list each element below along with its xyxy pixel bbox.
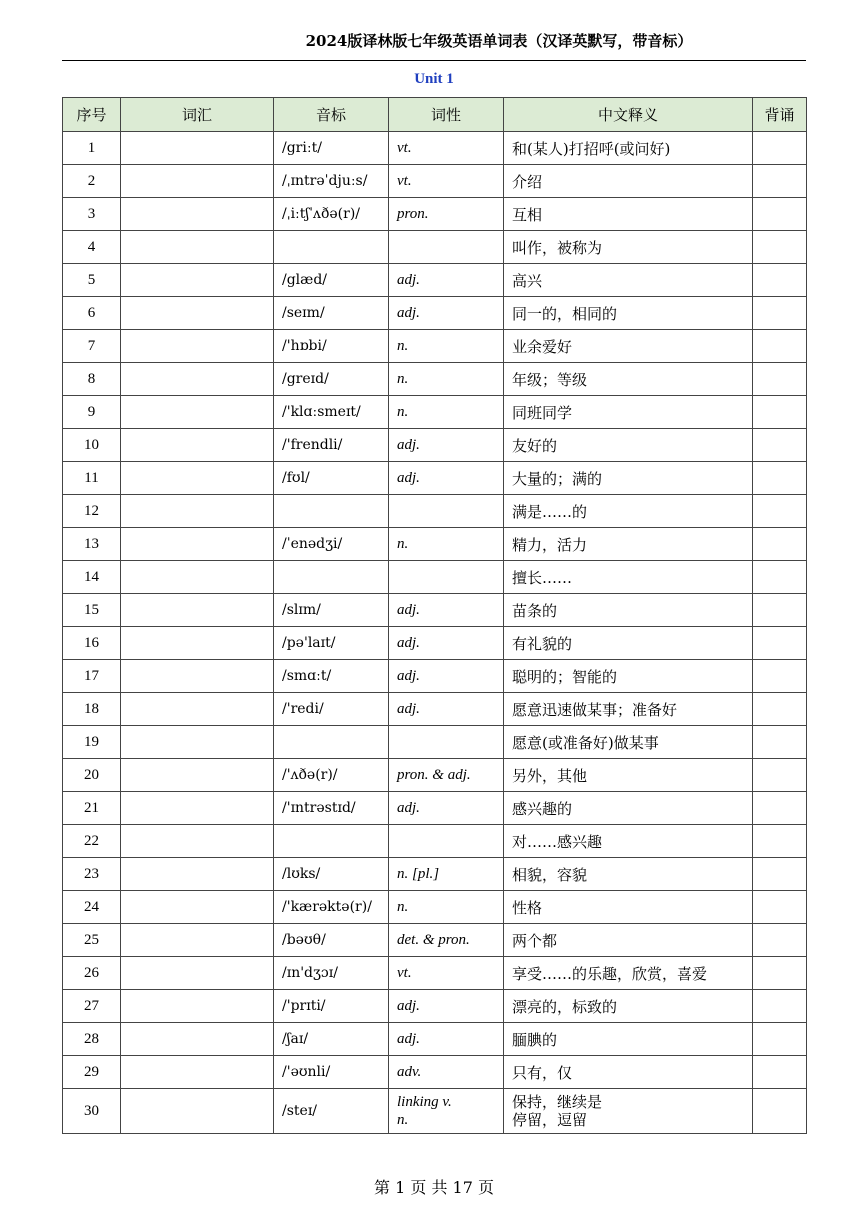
cell-recite-check[interactable] xyxy=(753,660,807,693)
meaning-text: 苗条的 xyxy=(512,601,558,620)
cell-phonetic: /ˌɪntrəˈdjuːs/ xyxy=(274,165,389,198)
cell-recite-check[interactable] xyxy=(753,858,807,891)
cell-meaning xyxy=(504,1089,753,1134)
cell-meaning xyxy=(504,231,753,264)
cell-recite-check[interactable] xyxy=(753,1023,807,1056)
cell-word-blank[interactable] xyxy=(121,627,274,660)
cell-number: 27 xyxy=(63,990,121,1023)
cell-meaning xyxy=(504,825,753,858)
vocabulary-table xyxy=(62,97,807,1134)
cell-recite-check[interactable] xyxy=(753,561,807,594)
part-of-speech-text: adj. xyxy=(397,700,420,717)
cell-number: 24 xyxy=(63,891,121,924)
cell-phonetic xyxy=(274,726,389,759)
cell-phonetic: /steɪ/ xyxy=(274,1089,389,1134)
cell-meaning xyxy=(504,462,753,495)
table-row xyxy=(63,429,807,462)
cell-meaning xyxy=(504,726,753,759)
part-of-speech-text: n. xyxy=(397,370,409,387)
cell-recite-check[interactable] xyxy=(753,396,807,429)
cell-word-blank[interactable] xyxy=(121,1089,274,1134)
table-row xyxy=(63,594,807,627)
cell-word-blank[interactable] xyxy=(121,759,274,792)
meaning-text: 聪明的；智能的 xyxy=(512,667,618,686)
cell-phonetic: /ʃaɪ/ xyxy=(274,1023,389,1056)
part-of-speech-text: adv. xyxy=(397,1063,422,1080)
table-row xyxy=(63,858,807,891)
table-row xyxy=(63,198,807,231)
cell-phonetic: /seɪm/ xyxy=(274,297,389,330)
cell-word-blank[interactable] xyxy=(121,264,274,297)
cell-number: 6 xyxy=(63,297,121,330)
meaning-text: 同班同学 xyxy=(512,403,573,422)
cell-number: 28 xyxy=(63,1023,121,1056)
cell-recite-check[interactable] xyxy=(753,363,807,396)
part-of-speech-text: n. xyxy=(397,337,409,354)
cell-recite-check[interactable] xyxy=(753,462,807,495)
cell-number: 10 xyxy=(63,429,121,462)
header-divider xyxy=(62,60,806,61)
cell-meaning xyxy=(504,924,753,957)
cell-word-blank[interactable] xyxy=(121,396,274,429)
cell-word-blank[interactable] xyxy=(121,528,274,561)
part-of-speech-text: vt. xyxy=(397,139,412,156)
cell-number: 2 xyxy=(63,165,121,198)
cell-word-blank[interactable] xyxy=(121,792,274,825)
part-of-speech-text: pron. & adj. xyxy=(397,766,471,783)
meaning-text: 停留，逗留 xyxy=(512,1111,588,1129)
part-of-speech-text: vt. xyxy=(397,172,412,189)
cell-meaning xyxy=(504,330,753,363)
part-of-speech-text: det. & pron. xyxy=(397,931,470,948)
cell-word-blank[interactable] xyxy=(121,330,274,363)
cell-part-of-speech xyxy=(389,528,504,561)
cell-number: 5 xyxy=(63,264,121,297)
part-of-speech-text: adj. xyxy=(397,436,420,453)
cell-phonetic: /'əʊnli/ xyxy=(274,1056,389,1089)
table-row xyxy=(63,462,807,495)
part-of-speech-text: adj. xyxy=(397,997,420,1014)
cell-recite-check[interactable] xyxy=(753,1089,807,1134)
meaning-text: 只有，仅 xyxy=(512,1063,573,1082)
cell-word-blank[interactable] xyxy=(121,957,274,990)
cell-meaning xyxy=(504,528,753,561)
cell-number: 21 xyxy=(63,792,121,825)
cell-meaning xyxy=(504,429,753,462)
meaning-text: 精力，活力 xyxy=(512,535,588,554)
cell-number: 13 xyxy=(63,528,121,561)
cell-part-of-speech xyxy=(389,594,504,627)
cell-part-of-speech xyxy=(389,660,504,693)
cell-part-of-speech xyxy=(389,561,504,594)
cell-part-of-speech xyxy=(389,231,504,264)
cell-recite-check[interactable] xyxy=(753,627,807,660)
cell-part-of-speech xyxy=(389,825,504,858)
part-of-speech-text: n. xyxy=(397,1112,409,1128)
cell-number: 14 xyxy=(63,561,121,594)
cell-part-of-speech xyxy=(389,462,504,495)
cell-part-of-speech xyxy=(389,1023,504,1056)
table-row xyxy=(63,891,807,924)
column-header-number: 序号 xyxy=(63,98,121,132)
cell-number: 22 xyxy=(63,825,121,858)
cell-phonetic: /ˌiːtʃˈʌðə(r)/ xyxy=(274,198,389,231)
column-header-meaning: 中文释义 xyxy=(504,98,753,132)
cell-phonetic: /'prɪti/ xyxy=(274,990,389,1023)
cell-word-blank[interactable] xyxy=(121,858,274,891)
table-row xyxy=(63,825,807,858)
table-row xyxy=(63,330,807,363)
cell-phonetic: /glæd/ xyxy=(274,264,389,297)
part-of-speech-text: pron. xyxy=(397,205,429,222)
part-of-speech-text: adj. xyxy=(397,634,420,651)
meaning-text: 擅长…… xyxy=(512,568,573,587)
meaning-text: 享受……的乐趣，欣赏，喜爱 xyxy=(512,964,708,983)
meaning-text: 性格 xyxy=(512,898,543,917)
part-of-speech-text: adj. xyxy=(397,1030,420,1047)
cell-meaning xyxy=(504,396,753,429)
cell-number: 16 xyxy=(63,627,121,660)
cell-recite-check[interactable] xyxy=(753,297,807,330)
cell-phonetic: /bəʊθ/ xyxy=(274,924,389,957)
page-footer: 第 1 页 共 17 页 xyxy=(374,1178,494,1197)
cell-meaning xyxy=(504,1056,753,1089)
cell-part-of-speech xyxy=(389,297,504,330)
part-of-speech-text: n. xyxy=(397,535,409,552)
cell-phonetic: /'frendli/ xyxy=(274,429,389,462)
meaning-text: 和(某人)打招呼(或问好) xyxy=(512,139,671,158)
cell-part-of-speech xyxy=(389,165,504,198)
cell-number: 9 xyxy=(63,396,121,429)
part-of-speech-text: adj. xyxy=(397,601,420,618)
meaning-text: 感兴趣的 xyxy=(512,799,573,818)
table-row xyxy=(63,528,807,561)
part-of-speech-text: adj. xyxy=(397,469,420,486)
cell-meaning xyxy=(504,561,753,594)
cell-phonetic: /ɪn'dʒɔɪ/ xyxy=(274,957,389,990)
cell-recite-check[interactable] xyxy=(753,957,807,990)
table-row xyxy=(63,264,807,297)
cell-phonetic: /'hɒbi/ xyxy=(274,330,389,363)
cell-recite-check[interactable] xyxy=(753,759,807,792)
cell-part-of-speech xyxy=(389,1089,504,1134)
cell-word-blank[interactable] xyxy=(121,924,274,957)
column-header-word: 词汇 xyxy=(121,98,274,132)
unit-title: Unit 1 xyxy=(414,71,454,87)
part-of-speech-text: adj. xyxy=(397,271,420,288)
cell-number: 1 xyxy=(63,132,121,165)
table-row xyxy=(63,759,807,792)
table-row xyxy=(63,231,807,264)
table-row xyxy=(63,726,807,759)
meaning-text: 腼腆的 xyxy=(512,1030,558,1049)
cell-word-blank[interactable] xyxy=(121,297,274,330)
cell-number: 12 xyxy=(63,495,121,528)
cell-number: 17 xyxy=(63,660,121,693)
cell-recite-check[interactable] xyxy=(753,1056,807,1089)
cell-recite-check[interactable] xyxy=(753,330,807,363)
cell-number: 8 xyxy=(63,363,121,396)
meaning-text: 互相 xyxy=(512,205,543,224)
cell-word-blank[interactable] xyxy=(121,1023,274,1056)
cell-meaning xyxy=(504,693,753,726)
cell-word-blank[interactable] xyxy=(121,660,274,693)
cell-number: 23 xyxy=(63,858,121,891)
part-of-speech-text: adj. xyxy=(397,304,420,321)
table-row xyxy=(63,396,807,429)
cell-recite-check[interactable] xyxy=(753,165,807,198)
cell-recite-check[interactable] xyxy=(753,528,807,561)
cell-meaning xyxy=(504,198,753,231)
cell-meaning xyxy=(504,1023,753,1056)
cell-part-of-speech xyxy=(389,132,504,165)
meaning-text: 漂亮的，标致的 xyxy=(512,997,618,1016)
cell-number: 26 xyxy=(63,957,121,990)
document-title: 2024版译林版七年级英语单词表（汉译英默写，带音标） xyxy=(305,32,693,50)
table-row xyxy=(63,561,807,594)
meaning-text: 叫作，被称为 xyxy=(512,238,603,257)
part-of-speech-text: adj. xyxy=(397,667,420,684)
table-row xyxy=(63,924,807,957)
cell-phonetic: /lʊks/ xyxy=(274,858,389,891)
cell-word-blank[interactable] xyxy=(121,363,274,396)
cell-word-blank[interactable] xyxy=(121,561,274,594)
meaning-text: 愿意迅速做某事；准备好 xyxy=(512,700,678,719)
meaning-text: 大量的；满的 xyxy=(512,469,603,488)
cell-meaning xyxy=(504,264,753,297)
cell-word-blank[interactable] xyxy=(121,693,274,726)
cell-meaning xyxy=(504,495,753,528)
cell-phonetic xyxy=(274,561,389,594)
table-row xyxy=(63,990,807,1023)
cell-phonetic: /ˈenədʒi/ xyxy=(274,528,389,561)
cell-part-of-speech xyxy=(389,198,504,231)
meaning-text: 高兴 xyxy=(512,271,543,290)
cell-word-blank[interactable] xyxy=(121,495,274,528)
cell-word-blank[interactable] xyxy=(121,594,274,627)
meaning-text: 年级；等级 xyxy=(512,370,588,389)
cell-word-blank[interactable] xyxy=(121,429,274,462)
cell-recite-check[interactable] xyxy=(753,132,807,165)
cell-word-blank[interactable] xyxy=(121,990,274,1023)
table-header-row xyxy=(63,98,807,132)
cell-meaning xyxy=(504,891,753,924)
column-header-recite: 背诵 xyxy=(753,98,807,132)
meaning-text: 同一的，相同的 xyxy=(512,304,618,323)
cell-phonetic: /'ɪntrəstɪd/ xyxy=(274,792,389,825)
cell-phonetic: /'klɑːsmeɪt/ xyxy=(274,396,389,429)
cell-meaning xyxy=(504,858,753,891)
column-header-part-of-speech: 词性 xyxy=(389,98,504,132)
cell-recite-check[interactable] xyxy=(753,693,807,726)
cell-recite-check[interactable] xyxy=(753,231,807,264)
meaning-text: 对……感兴趣 xyxy=(512,832,603,851)
cell-recite-check[interactable] xyxy=(753,495,807,528)
cell-word-blank[interactable] xyxy=(121,165,274,198)
cell-meaning xyxy=(504,297,753,330)
cell-recite-check[interactable] xyxy=(753,726,807,759)
cell-recite-check[interactable] xyxy=(753,264,807,297)
cell-number: 15 xyxy=(63,594,121,627)
cell-phonetic: /slɪm/ xyxy=(274,594,389,627)
meaning-text: 介绍 xyxy=(512,172,543,191)
cell-number: 25 xyxy=(63,924,121,957)
cell-phonetic xyxy=(274,825,389,858)
cell-meaning xyxy=(504,363,753,396)
cell-recite-check[interactable] xyxy=(753,891,807,924)
cell-part-of-speech xyxy=(389,759,504,792)
table-row xyxy=(63,1089,807,1134)
cell-meaning xyxy=(504,792,753,825)
table-row xyxy=(63,1056,807,1089)
part-of-speech-text: vt. xyxy=(397,964,412,981)
cell-part-of-speech xyxy=(389,264,504,297)
cell-meaning xyxy=(504,594,753,627)
cell-meaning xyxy=(504,957,753,990)
cell-meaning xyxy=(504,660,753,693)
cell-part-of-speech xyxy=(389,693,504,726)
cell-part-of-speech xyxy=(389,924,504,957)
cell-phonetic: /greɪd/ xyxy=(274,363,389,396)
cell-phonetic xyxy=(274,231,389,264)
cell-word-blank[interactable] xyxy=(121,825,274,858)
cell-phonetic: /griːt/ xyxy=(274,132,389,165)
cell-number: 19 xyxy=(63,726,121,759)
cell-part-of-speech xyxy=(389,495,504,528)
cell-word-blank[interactable] xyxy=(121,726,274,759)
part-of-speech-text: n. [pl.] xyxy=(397,865,440,882)
cell-part-of-speech xyxy=(389,330,504,363)
cell-phonetic: /pə'laɪt/ xyxy=(274,627,389,660)
cell-meaning xyxy=(504,759,753,792)
table-row xyxy=(63,495,807,528)
table-row xyxy=(63,132,807,165)
cell-part-of-speech xyxy=(389,363,504,396)
table-row xyxy=(63,957,807,990)
cell-recite-check[interactable] xyxy=(753,198,807,231)
vocabulary-table-body xyxy=(63,132,807,1134)
cell-meaning xyxy=(504,165,753,198)
cell-part-of-speech xyxy=(389,957,504,990)
cell-number: 30 xyxy=(63,1089,121,1134)
table-row xyxy=(63,165,807,198)
part-of-speech-text: adj. xyxy=(397,799,420,816)
cell-number: 3 xyxy=(63,198,121,231)
cell-recite-check[interactable] xyxy=(753,825,807,858)
cell-meaning xyxy=(504,132,753,165)
table-row xyxy=(63,660,807,693)
cell-phonetic: /smɑːt/ xyxy=(274,660,389,693)
cell-part-of-speech xyxy=(389,1056,504,1089)
meaning-text: 满是……的 xyxy=(512,502,588,521)
cell-part-of-speech xyxy=(389,627,504,660)
cell-part-of-speech xyxy=(389,858,504,891)
cell-number: 7 xyxy=(63,330,121,363)
cell-word-blank[interactable] xyxy=(121,462,274,495)
cell-meaning xyxy=(504,990,753,1023)
part-of-speech-text: n. xyxy=(397,403,409,420)
cell-part-of-speech xyxy=(389,396,504,429)
part-of-speech-text: n. xyxy=(397,898,409,915)
cell-number: 4 xyxy=(63,231,121,264)
cell-number: 18 xyxy=(63,693,121,726)
cell-recite-check[interactable] xyxy=(753,792,807,825)
cell-phonetic: /'ʌðə(r)/ xyxy=(274,759,389,792)
meaning-text: 有礼貌的 xyxy=(512,634,573,653)
table-row xyxy=(63,363,807,396)
cell-word-blank[interactable] xyxy=(121,231,274,264)
meaning-text: 两个都 xyxy=(512,931,558,950)
cell-recite-check[interactable] xyxy=(753,990,807,1023)
cell-word-blank[interactable] xyxy=(121,132,274,165)
cell-recite-check[interactable] xyxy=(753,594,807,627)
table-row xyxy=(63,792,807,825)
cell-part-of-speech xyxy=(389,726,504,759)
meaning-text: 业余爱好 xyxy=(512,337,573,356)
table-row xyxy=(63,297,807,330)
column-header-phonetic: 音标 xyxy=(274,98,389,132)
cell-number: 20 xyxy=(63,759,121,792)
table-row xyxy=(63,1023,807,1056)
cell-recite-check[interactable] xyxy=(753,924,807,957)
meaning-text: 另外，其他 xyxy=(512,766,588,785)
table-row xyxy=(63,693,807,726)
cell-part-of-speech xyxy=(389,429,504,462)
meaning-text: 相貌，容貌 xyxy=(512,865,588,884)
cell-recite-check[interactable] xyxy=(753,429,807,462)
table-row xyxy=(63,627,807,660)
cell-part-of-speech xyxy=(389,891,504,924)
meaning-text: 友好的 xyxy=(512,436,558,455)
cell-word-blank[interactable] xyxy=(121,198,274,231)
cell-phonetic: /'redi/ xyxy=(274,693,389,726)
cell-part-of-speech xyxy=(389,792,504,825)
cell-word-blank[interactable] xyxy=(121,891,274,924)
cell-part-of-speech xyxy=(389,990,504,1023)
cell-number: 29 xyxy=(63,1056,121,1089)
cell-word-blank[interactable] xyxy=(121,1056,274,1089)
cell-phonetic: /'kærəktə(r)/ xyxy=(274,891,389,924)
meaning-text: 愿意(或准备好)做某事 xyxy=(512,733,659,752)
cell-phonetic xyxy=(274,495,389,528)
cell-number: 11 xyxy=(63,462,121,495)
cell-meaning xyxy=(504,627,753,660)
meaning-text: 保持，继续是 xyxy=(512,1093,603,1111)
cell-phonetic: /fʊl/ xyxy=(274,462,389,495)
part-of-speech-text: linking v. xyxy=(397,1094,452,1110)
